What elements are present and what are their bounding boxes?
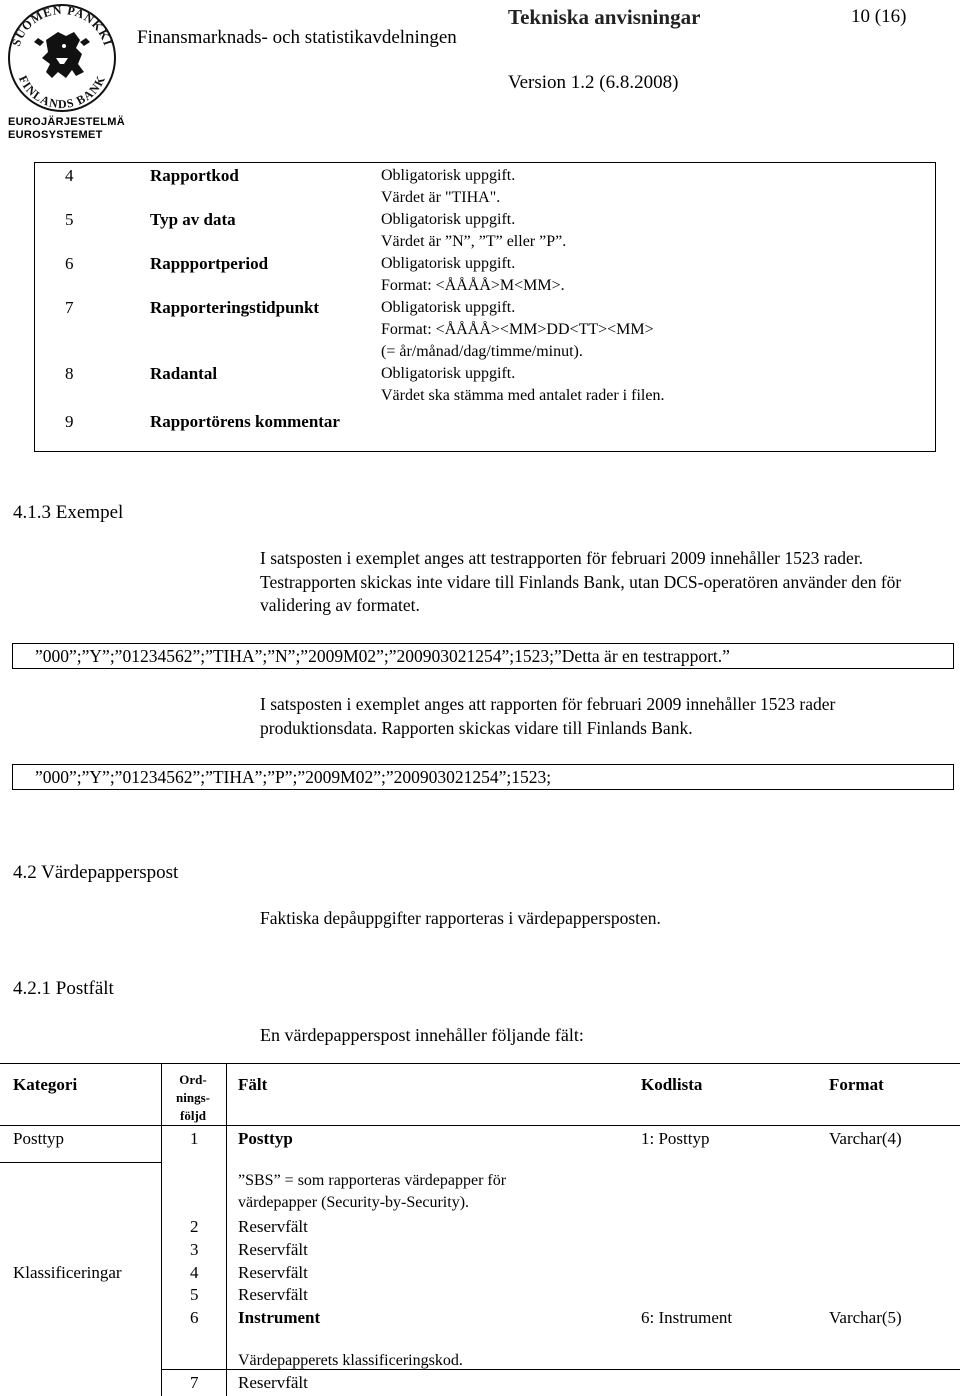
field-name: Posttyp <box>238 1129 293 1148</box>
section-421-text: En värdepapperspost innehåller följande fält: <box>260 1025 584 1045</box>
row-name: Rapporteringstidpunkt <box>150 298 320 317</box>
row-description <box>381 253 565 297</box>
row-name: Rappportperiod <box>150 254 269 273</box>
version-label: Version 1.2 (6.8.2008) <box>508 72 679 93</box>
row-number: 6 <box>65 254 74 273</box>
field-name: Reservfält <box>238 1217 308 1236</box>
row-name: Rapportkod <box>150 166 239 185</box>
page-number: 10 (16) <box>851 6 907 27</box>
field-format: Varchar(5) <box>829 1308 902 1327</box>
field-name: Instrument <box>238 1308 321 1327</box>
record-fields-table <box>34 162 936 452</box>
row-desc-line: Format: <ÅÅÅÅ><MM>DD<TT><MM> <box>381 321 654 338</box>
header-ord-line: följd <box>180 1108 206 1123</box>
row-desc-line: Obligatorisk uppgift. <box>381 211 516 228</box>
order-number: 5 <box>190 1285 199 1304</box>
section-heading-postfalt: 4.2.1 Postfält <box>13 978 114 999</box>
example-paragraph-2: I satsposten i exemplet anges att rapporten för februari 2009 innehåller 1523 rader produktionsdata. Rapporten skickas vidare till Finlands Bank. <box>260 694 836 738</box>
category-klassificeringar: Klassificeringar <box>13 1263 122 1282</box>
document-title: Tekniska anvisningar <box>508 5 701 29</box>
row-name: Radantal <box>150 364 218 383</box>
order-number: 2 <box>190 1217 199 1236</box>
row-desc-line: Värdet är ”N”, ”T” eller ”P”. <box>381 233 567 250</box>
header-format: Format <box>829 1075 884 1094</box>
field-description: Värdepapperets klassificeringskod. <box>238 1352 463 1369</box>
lion-seal-icon <box>6 2 118 114</box>
header-ord-line: Ord- <box>179 1072 207 1087</box>
row-desc-line: (= år/månad/dag/timme/minut). <box>381 343 583 360</box>
row-number: 9 <box>65 412 74 431</box>
category-posttyp: Posttyp <box>13 1129 65 1148</box>
table-row-divider <box>161 1369 960 1370</box>
field-name: Reservfält <box>238 1240 308 1259</box>
department-name: Finansmarknads- och statistikavdelningen <box>137 27 457 48</box>
order-number: 3 <box>190 1240 199 1259</box>
row-desc-line: Värdet är "TIHA". <box>381 189 501 206</box>
row-name: Typ av data <box>150 210 236 229</box>
table-row-divider <box>0 1125 960 1126</box>
row-number: 4 <box>65 166 74 185</box>
bank-logo <box>6 2 118 114</box>
row-description <box>381 165 515 209</box>
row-description <box>381 297 654 363</box>
example-code-line-2: ”000”;”Y”;”01234562”;”TIHA”;”P”;”2009M02”;”200903021254”;1523; <box>12 764 954 790</box>
header-kategori: Kategori <box>13 1075 78 1094</box>
security-record-fields-table <box>0 1063 960 1396</box>
table-row-divider <box>0 1162 161 1163</box>
row-number: 5 <box>65 210 74 229</box>
code-list: 1: Posttyp <box>641 1129 710 1148</box>
field-name: Reservfält <box>238 1285 308 1304</box>
field-format: Varchar(4) <box>829 1129 902 1148</box>
order-number: 4 <box>190 1263 199 1282</box>
section-heading-vardepapperspost: 4.2 Värdepapperspost <box>13 862 179 883</box>
header-falt: Fält <box>238 1075 268 1094</box>
header-kodlista: Kodlista <box>641 1075 703 1094</box>
section-42-text: Faktiska depåuppgifter rapporteras i värdepappersposten. <box>260 908 661 928</box>
row-number: 7 <box>65 298 74 317</box>
section-heading-exempel: 4.1.3 Exempel <box>13 502 124 523</box>
svg-text:FINLANDS BANK <box>16 73 108 111</box>
header-ordningsfoljd <box>162 1071 224 1125</box>
order-number: 6 <box>190 1308 199 1327</box>
example-paragraph-1: I satsposten i exemplet anges att testrapporten för februari 2009 innehåller 1523 rader. Testrapporten skickas inte vidare till Finlands Bank, utan DCS-operatören använder den för validering av formatet. <box>260 548 902 615</box>
row-desc-line: Format: <ÅÅÅÅ>M<MM>. <box>381 277 565 294</box>
logo-eurojarjestelma: EUROJÄRJESTELMÄ <box>8 116 125 128</box>
logo-text-bottom: FINLANDS BANK <box>15 72 109 112</box>
row-desc-line: Obligatorisk uppgift. <box>381 167 516 184</box>
row-desc-line: Obligatorisk uppgift. <box>381 365 516 382</box>
row-description <box>381 209 566 253</box>
logo-eurosystemet: EUROSYSTEMET <box>8 129 103 141</box>
code-list: 6: Instrument <box>641 1308 733 1327</box>
order-number: 1 <box>190 1129 199 1148</box>
field-name: Reservfält <box>238 1263 308 1282</box>
header-ord-line: nings- <box>176 1090 210 1105</box>
row-number: 8 <box>65 364 74 383</box>
example-code-line-1: ”000”;”Y”;”01234562”;”TIHA”;”N”;”2009M02”;”200903021254”;1523;”Detta är en testrapport.” <box>12 643 954 669</box>
row-name: Rapportörens kommentar <box>150 412 340 431</box>
field-description: ”SBS” = som rapporteras värdepapper för <box>238 1172 507 1189</box>
row-description <box>381 363 664 407</box>
logo-text-top: SUOMEN PANKKI <box>8 2 116 49</box>
row-desc-line: Obligatorisk uppgift. <box>381 255 516 272</box>
row-desc-line: Värdet ska stämma med antalet rader i filen. <box>381 387 665 404</box>
table-top-border <box>0 1063 960 1064</box>
field-name: Reservfält <box>238 1373 308 1392</box>
table-column-divider <box>226 1063 227 1396</box>
field-description: värdepapper (Security-by-Security). <box>238 1194 470 1211</box>
row-desc-line: Obligatorisk uppgift. <box>381 299 516 316</box>
order-number: 7 <box>190 1373 199 1392</box>
